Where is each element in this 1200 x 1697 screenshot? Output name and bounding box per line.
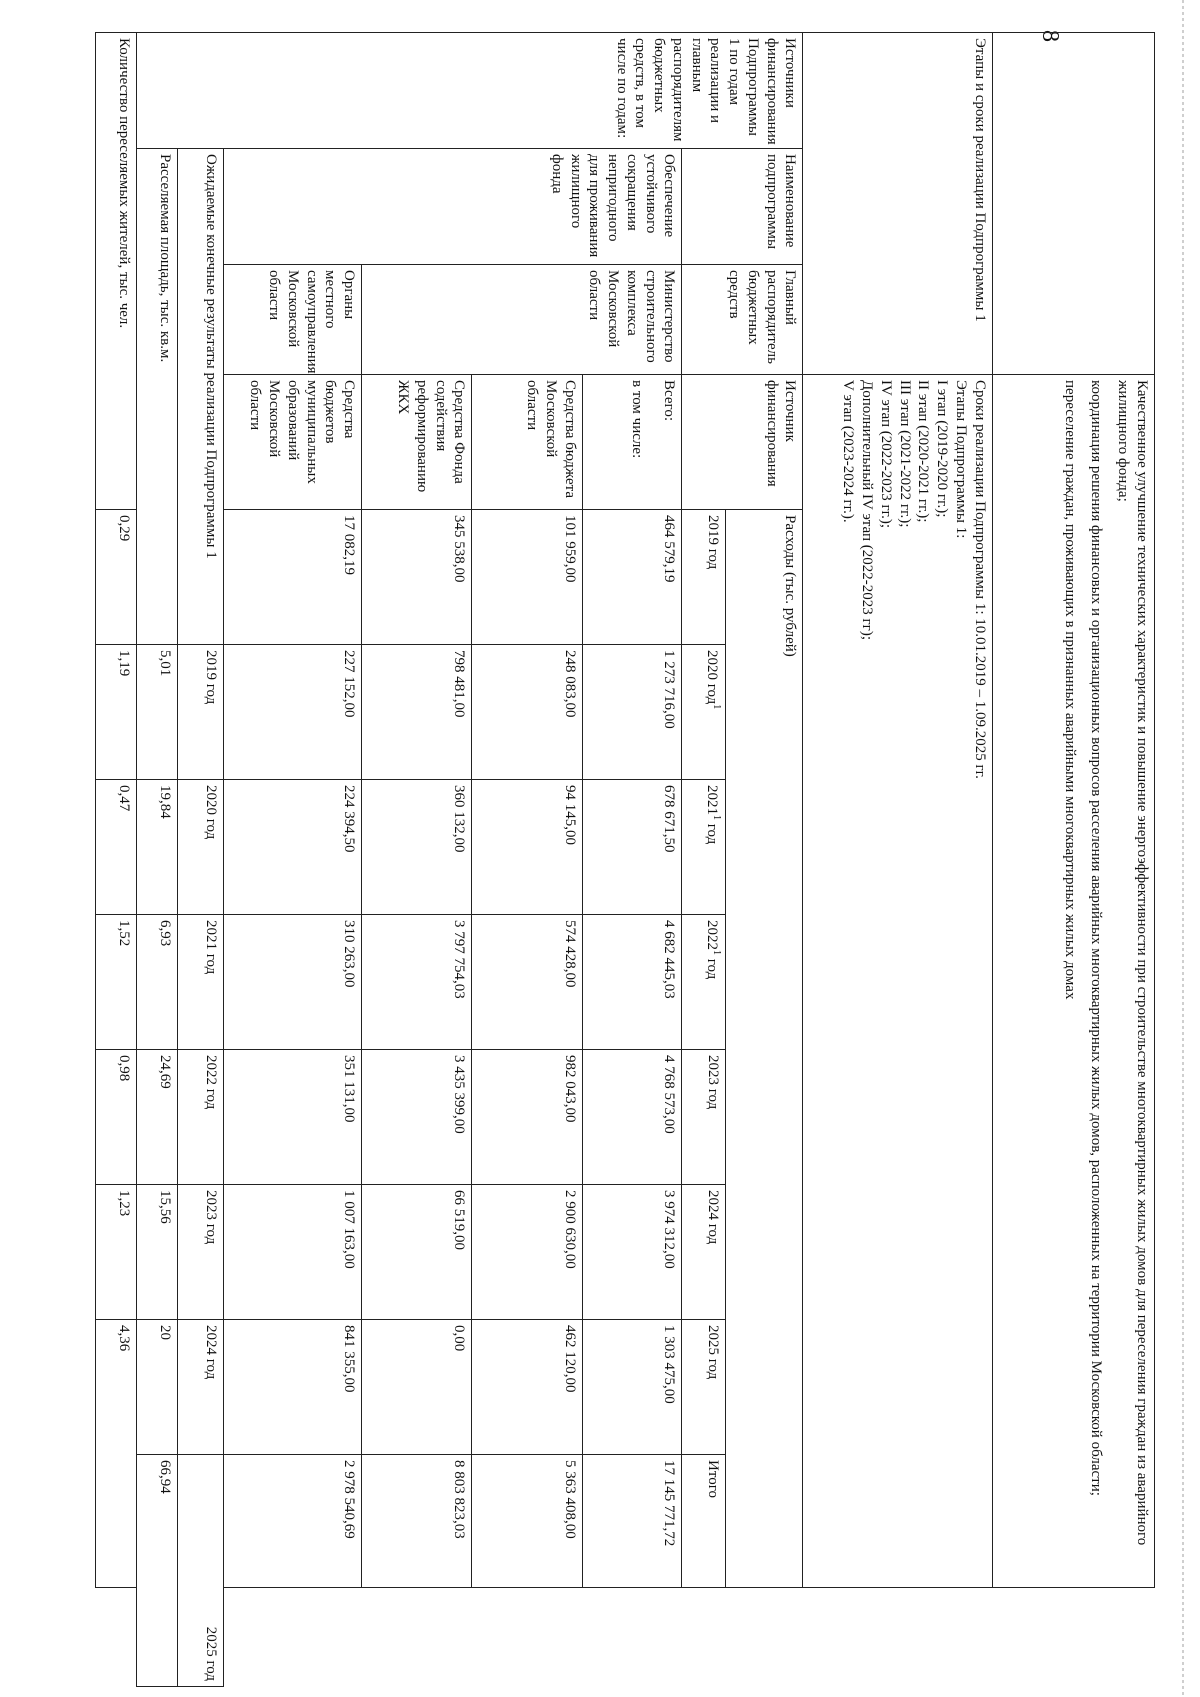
value-cell: 4 768 573,00 (582, 1050, 682, 1185)
financing-header-row (725, 33, 803, 1687)
stages-line: I этап (2019-2020 гг.); (934, 380, 951, 518)
stages-line: III этап (2021-2022 гг.); (896, 380, 913, 528)
manager-ministry: Министерство строительного комплекса Московской области (362, 265, 682, 375)
value-cell: 4 682 445,03 (582, 915, 682, 1050)
result-row-label: Расселяемая площадь, тыс. кв.м. (137, 149, 178, 645)
value-cell: 227 152,00 (223, 645, 361, 780)
value-cell: 574 428,00 (472, 915, 582, 1050)
result-year-header: 2023 год (178, 1185, 223, 1320)
value-cell: 19,84 (137, 780, 178, 915)
value-cell: 841 355,00 (223, 1320, 361, 1455)
value-cell: 15,56 (137, 1185, 178, 1320)
value-cell: 3 797 754,03 (362, 915, 472, 1050)
value-cell: 94 145,00 (472, 780, 582, 915)
value-cell: 24,69 (137, 1050, 178, 1185)
value-cell: 1 007 163,00 (223, 1185, 361, 1320)
stages-line: Сроки реализации Подпрограммы 1: 10.01.2019 – 1.09.2025 гг. (971, 380, 988, 779)
stages-cell (803, 375, 992, 1588)
year-header-2019: 2019 год (682, 510, 725, 645)
stages-line: Дополнительный IV этап (2022-2023 гг); (859, 380, 876, 640)
source-label: Средства Фонда содействия реформированию ЖКХ (362, 375, 472, 510)
page-number: 8 (1037, 30, 1063, 42)
goals-row (992, 33, 1154, 1687)
subprogram-passport-table (95, 32, 1155, 1687)
source-total-cell (582, 375, 682, 510)
value-cell: 3 974 312,00 (582, 1185, 682, 1320)
value-cell: 17 145 771,72 (582, 1455, 682, 1588)
results-header-row (178, 33, 223, 1687)
value-cell: 66,94 (137, 1455, 178, 1687)
stages-line: II этап (2020-2021 гг.); (915, 380, 932, 523)
col-source-header: Источник финансирования (682, 375, 803, 510)
year-header-2024: 2024 год (682, 1185, 725, 1320)
table-row (582, 33, 682, 1687)
manager-local-gov: Органы местного самоуправления Московской области (223, 265, 361, 375)
goal-text: Качественное улучшение технических характеристик и повышение энергоэффективности при строительстве многоквартирных жилых домов для переселения граждан из аварийного жилищного фонда; (1115, 380, 1150, 1546)
value-cell: 5,01 (137, 645, 178, 780)
result-row-label: Количество переселяемых жителей, тыс. чел. (96, 33, 137, 510)
value-cell: 224 394,50 (223, 780, 361, 915)
col-subprogram-header: Наименование подпрограммы (682, 149, 803, 265)
value-cell: 0,98 (96, 1050, 137, 1185)
results-label: Ожидаемые конечные результаты реализации Подпрограммы 1 (178, 149, 223, 645)
stages-line: V этап (2023-2024 гг.). (840, 380, 857, 523)
subprogram-name: Обеспечение устойчивого сокращения непригодного для проживания жилищного фонда (223, 149, 682, 265)
value-cell: 310 263,00 (223, 915, 361, 1050)
year-header-total: Итого (682, 1455, 725, 1588)
goal-text: переселение граждан, проживающих в признанных аварийными многоквартирных жилых домах (1061, 380, 1078, 1000)
table-row (223, 33, 361, 1687)
value-cell: 1,19 (96, 645, 137, 780)
value-cell: 1 273 716,00 (582, 645, 682, 780)
value-cell: 0,47 (96, 780, 137, 915)
goals-label-cell (992, 33, 1154, 375)
value-cell: 1,23 (96, 1185, 137, 1320)
stages-line: IV этап (2022-2023 гг.); (878, 380, 894, 529)
year-header-2022: 2022$^1$ год (682, 915, 725, 1050)
result-year-header: 2019 год (178, 645, 223, 780)
financing-section-label: Источники финансирования Подпрограммы 1 по годам реализации и главным распорядителям бюджетных средств, в том числе по годам: (137, 33, 803, 149)
value-cell: 5 363 408,00 (472, 1455, 582, 1588)
value-cell: 20 (137, 1320, 178, 1455)
incl-label: в том числе: (628, 380, 645, 459)
expenses-header: Расходы (тыс. рублей) (725, 510, 803, 1588)
value-cell: 678 671,50 (582, 780, 682, 915)
value-cell: 1 303 475,00 (582, 1320, 682, 1455)
value-cell: 101 959,00 (472, 510, 582, 645)
goals-cell (992, 375, 1154, 1588)
value-cell: 2 900 630,00 (472, 1185, 582, 1320)
result-year-header: 2020 год (178, 780, 223, 915)
value-cell: 66 519,00 (362, 1185, 472, 1320)
value-cell: 798 481,00 (362, 645, 472, 780)
table-row (96, 33, 137, 1687)
value-cell: 351 131,00 (223, 1050, 361, 1185)
stages-label: Этапы и сроки реализации Подпрограммы 1 (803, 33, 992, 375)
year-header-2021: 2021$^1$ год (682, 780, 725, 915)
value-cell: 0,29 (96, 510, 137, 645)
result-year-header: 2025 год (178, 1455, 223, 1687)
col-manager-header: Главный распорядитель бюджетных средств (682, 265, 803, 375)
value-cell: 360 132,00 (362, 780, 472, 915)
source-label: Средства бюджета Московской области (472, 375, 582, 510)
scan-edge-line (1182, 0, 1184, 1697)
result-year-header: 2021 год (178, 915, 223, 1050)
value-cell: 17 082,19 (223, 510, 361, 645)
value-cell: 345 538,00 (362, 510, 472, 645)
year-header-2025: 2025 год (682, 1320, 725, 1455)
result-year-header: 2022 год (178, 1050, 223, 1185)
stages-row (803, 33, 992, 1687)
total-label: Всего: (661, 380, 678, 421)
result-year-header: 2024 год (178, 1320, 223, 1455)
value-cell: 0,00 (362, 1320, 472, 1455)
value-cell: 3 435 399,00 (362, 1050, 472, 1185)
year-header-2023: 2023 год (682, 1050, 725, 1185)
value-cell: 982 043,00 (472, 1050, 582, 1185)
goal-text: координация решения финансовых и организационных вопросов расселения аварийных многоквартирных жилых домов, расположенных на территории Московской области; (1088, 380, 1105, 1496)
value-cell: 1,52 (96, 915, 137, 1050)
rotated-table-wrapper (95, 32, 1155, 1687)
value-cell: 248 083,00 (472, 645, 582, 780)
table-row (137, 33, 178, 1687)
year-header-2020: 2020 год$^1$ (682, 645, 725, 780)
source-label: Средства бюджетов муниципальных образований Московской области (223, 375, 361, 510)
stages-line: Этапы Подпрограммы 1: (953, 380, 969, 539)
value-cell: 464 579,19 (582, 510, 682, 645)
value-cell: 2 978 540,69 (223, 1455, 361, 1588)
value-cell: 6,93 (137, 915, 178, 1050)
value-cell: 8 803 823,03 (362, 1455, 472, 1588)
value-cell: 462 120,00 (472, 1320, 582, 1455)
value-cell: 4,36 (96, 1320, 137, 1588)
